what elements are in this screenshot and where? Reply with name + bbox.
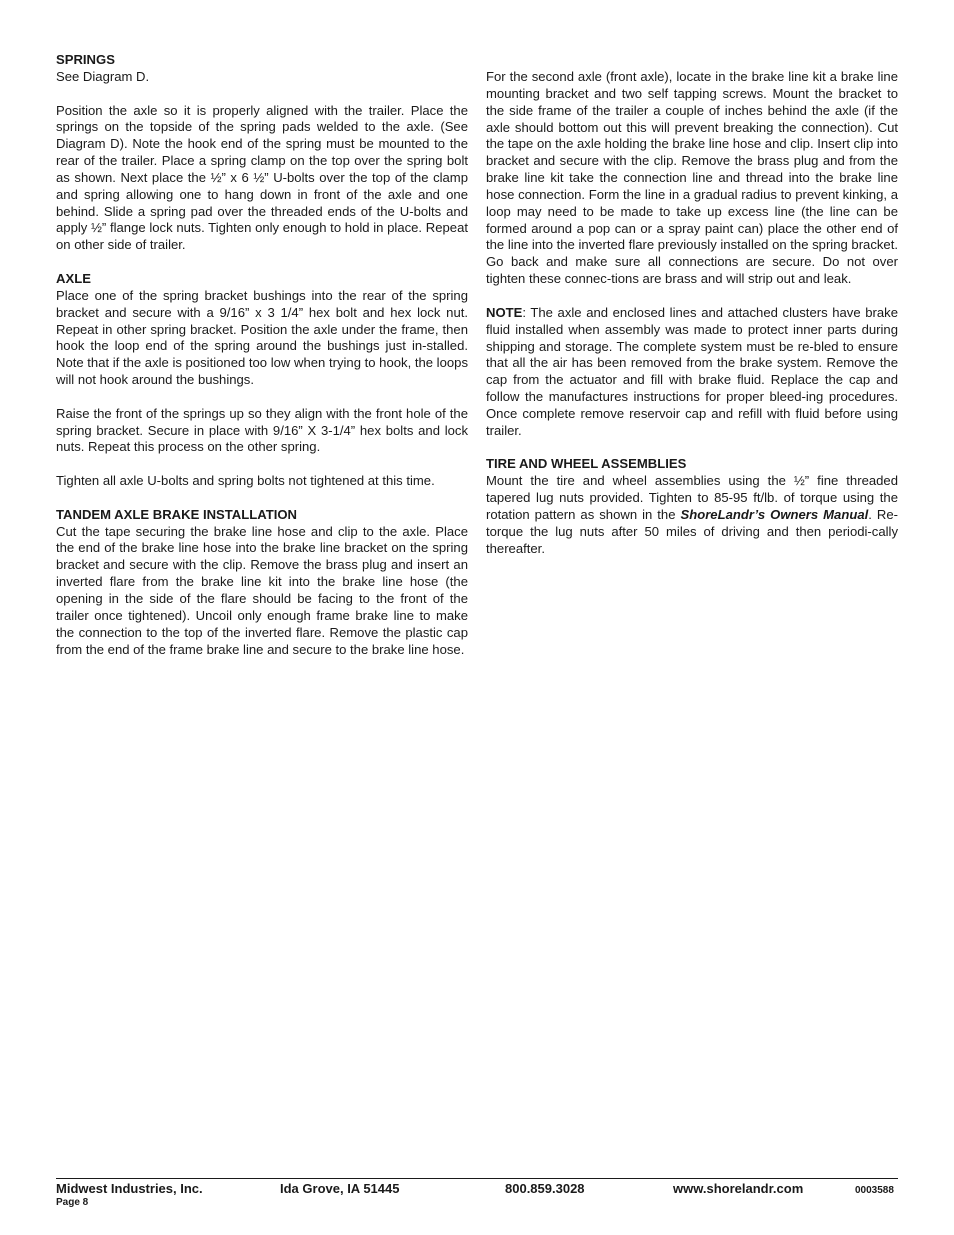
- footer-page-number: Page 8: [56, 1197, 89, 1208]
- springs-see-diagram: See Diagram D.: [56, 68, 150, 84]
- tandem-paragraph: Cut the tape securing the brake line hose and clip to the axle. Place the end of the brake line hose into the brake line bracket on the spring bracket and secure with the clip. Remove the brass plug and insert an inverted flare from the brake line kit into the brake line hose (the opening in the side of the flare should be facing to the front of the trailer once tightened). Uncoil only enough frame brake line to make the connection to the top of the inverted flare. Remove the plastic cap from the end of the frame brake line and secure to the brake line hose.: [56, 523, 468, 657]
- axle-paragraph-2: Raise the front of the springs up so they align with the front hole of the spring bracket. Secure in place with 9/16” X 3-1/4” hex bolts and lock nuts. Repeat this process on the other spring.: [56, 405, 468, 455]
- note-label: NOTE: [486, 304, 523, 320]
- note-paragraph: [486, 305, 898, 440]
- tire-text-a: Mount the tire and wheel assemblies using the ½” fine threaded tapered lug nuts provided. Tighten to 85-95 ft/lb. of torque using the rotation pattern as shown in the: [486, 473, 898, 522]
- springs-paragraph: Position the axle so it is properly aligned with the trailer. Place the springs on the topside of the spring pads welded to the axle. (See Diagram D). Note the hook end of the spring must be mounted to the rear of the trailer. Place a spring clamp on the top over the spring bolt as shown. Next place the ½” x 6 ½” U-bolts over the top of the clamp and spring allowing one to hang down in front of the axle and one behind. Slide a spring pad over the threaded ends of the U-bolts and apply ½” flange lock nuts. Tighten only enough to hold in place. Repeat on other side of trailer.: [56, 102, 468, 253]
- tire-text-b: . Re-torque the lug nuts after 50 miles of driving and then periodi-cally thereafter.: [486, 506, 898, 556]
- footer-doc-code: 0003588: [855, 1185, 894, 1196]
- axle-paragraph-1: Place one of the spring bracket bushings into the rear of the spring bracket and secure with a 9/16” x 3 1/4” hex bolt and hex lock nut. Repeat in other spring bracket. Position the axle under the frame, then hook the loop end of the spring around the bushings just in-stalled. Note that if the axle is positioned too low when trying to hook, the loops will not hook around the bushings.: [56, 287, 468, 388]
- owners-manual-title: ShoreLandr’s Owners Manual: [680, 506, 869, 522]
- footer-city: Ida Grove, IA 51445: [280, 1181, 400, 1196]
- left-column: [56, 52, 468, 658]
- footer-website: www.shorelandr.com: [673, 1181, 804, 1196]
- axle-heading: AXLE: [56, 270, 91, 286]
- front-axle-paragraph: For the second axle (front axle), locate in the brake line kit a brake line mounting bracket and two self tapping screws. Mount the bracket to the side frame of the trailer a couple of inches behind the axle (if the axle should bottom out this will prevent breaking the connection). Cut the tape on the axle holding the brake line hose and clip. Insert clip into bracket and secure with the clip. Remove the brass plug and from the brake line kit take the connection line and thread into the brake line hose connection. Form the line in a gradual radius to prevent kinking, a loop may need to be made to take up excess line (the line can be formed around a pop can or a spray paint can) place the other end of the line into the inverted flare previously installed on the spring bracket. Go back and make sure all connections are secure. Do not over tighten these connec-tions are brass and will strip out and leak.: [486, 69, 898, 287]
- axle-paragraph-3: Tighten all axle U-bolts and spring bolts not tightened at this time.: [56, 473, 435, 489]
- footer-phone: 800.859.3028: [505, 1181, 585, 1196]
- right-column: [486, 69, 898, 557]
- footer-company: Midwest Industries, Inc.: [56, 1181, 203, 1196]
- footer-divider: [56, 1178, 898, 1179]
- tandem-heading: TANDEM AXLE BRAKE INSTALLATION: [56, 506, 298, 522]
- tire-heading: TIRE AND WHEEL ASSEMBLIES: [486, 456, 687, 472]
- note-text: : The axle and enclosed lines and attached clusters have brake fluid installed when assembly was made to protect inner parts during shipping and storage. The complete system must be re-bled to ensure that all the air has been removed from the brake system. Remove the cap from the actuator and fill with brake fluid. Replace the cap and follow the manufactures instructions for proper bleed-ing procedures. Once complete remove reservoir cap and refill with fluid before using trailer.: [486, 304, 898, 438]
- springs-heading: SPRINGS: [56, 52, 115, 67]
- tire-paragraph: [486, 473, 898, 557]
